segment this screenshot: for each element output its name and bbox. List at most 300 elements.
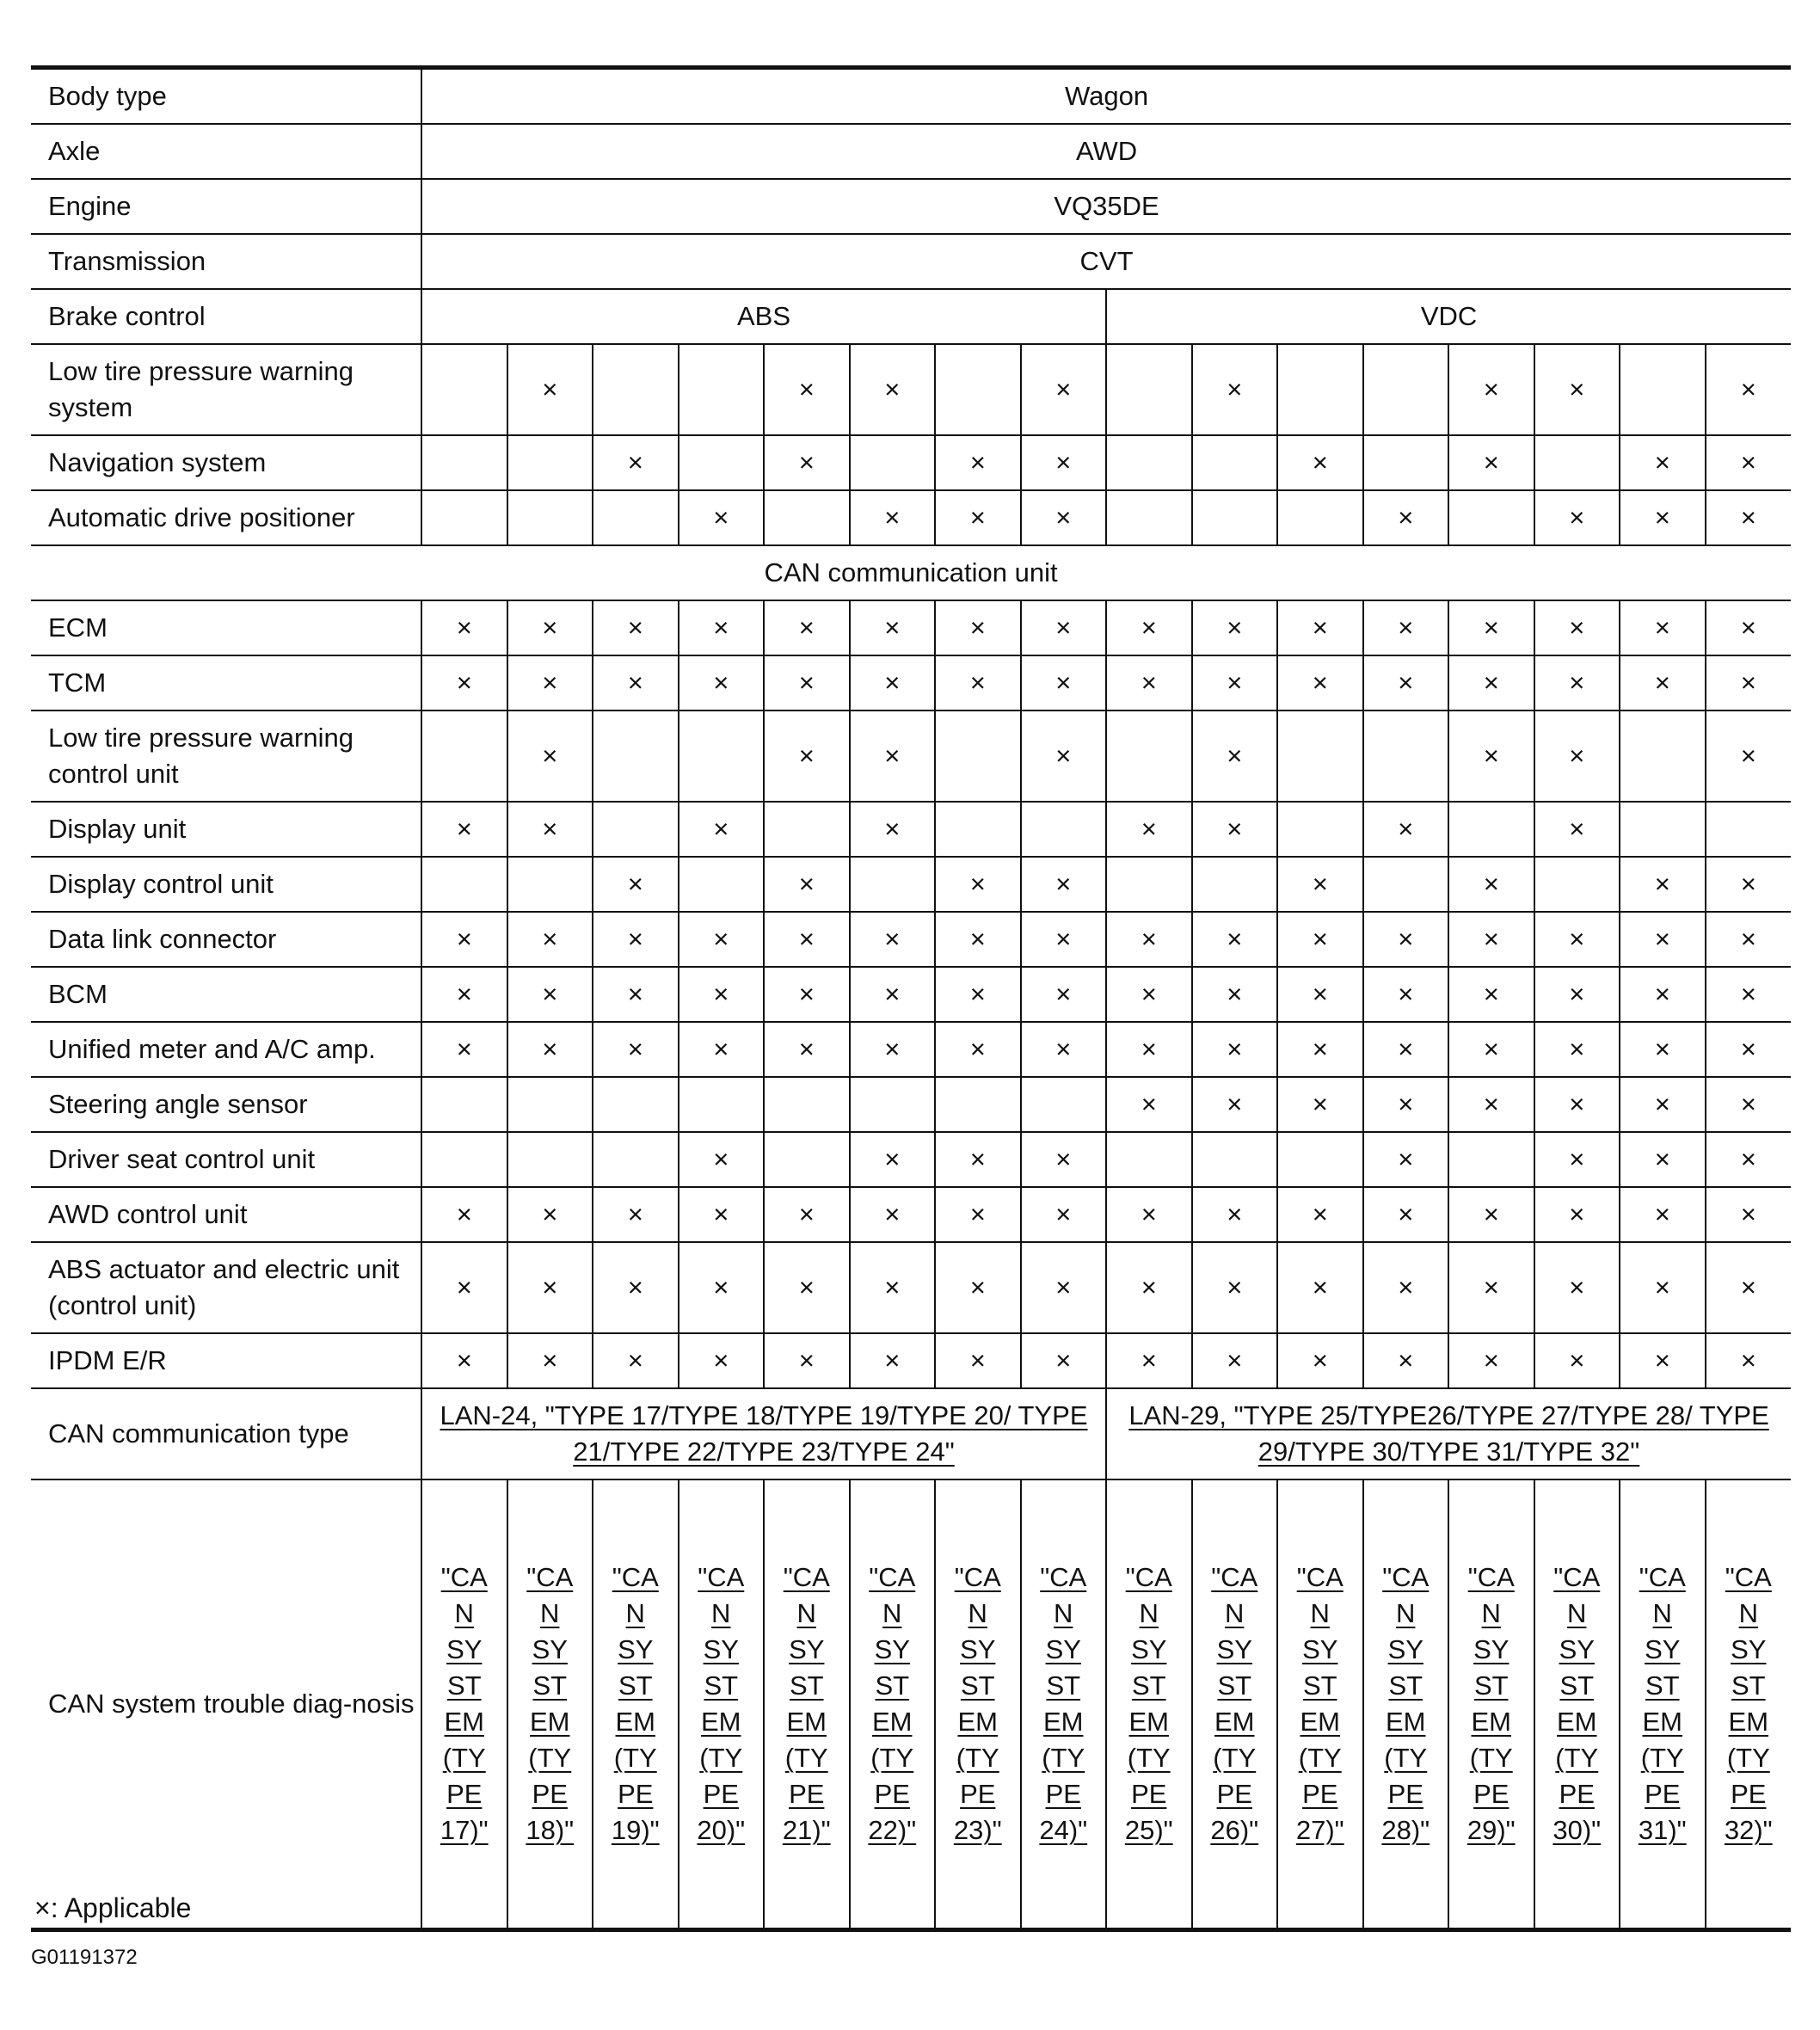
empty-cell xyxy=(1277,1132,1363,1187)
empty-cell xyxy=(935,802,1021,857)
can-system-type-26-link[interactable]: "CA N SY ST EM (TY PE 26)" xyxy=(1210,1562,1259,1845)
row-value: VQ35DE xyxy=(421,179,1791,234)
empty-cell xyxy=(507,1132,593,1187)
applicable-mark: × xyxy=(1534,710,1620,802)
applicable-mark: × xyxy=(1277,1077,1363,1132)
applicable-mark: × xyxy=(764,857,850,912)
applicable-mark: × xyxy=(1448,912,1534,967)
can-system-type-23-link[interactable]: "CA N SY ST EM (TY PE 23)" xyxy=(953,1562,1002,1845)
applicable-mark: × xyxy=(1363,912,1449,967)
table-row xyxy=(31,124,1791,179)
diagnosis-cell xyxy=(1277,1479,1363,1930)
applicable-mark: × xyxy=(1534,1022,1620,1077)
applicable-mark: × xyxy=(421,655,507,710)
empty-cell xyxy=(593,802,679,857)
row-label: Steering angle sensor xyxy=(31,1077,421,1132)
applicable-mark: × xyxy=(1448,1187,1534,1242)
empty-cell xyxy=(421,1132,507,1187)
row-label: Brake control xyxy=(31,289,421,344)
applicable-mark: × xyxy=(1106,912,1192,967)
applicable-mark: × xyxy=(1192,967,1278,1022)
empty-cell xyxy=(1620,344,1706,435)
diagnosis-cell xyxy=(507,1479,593,1930)
table-row xyxy=(31,1479,1791,1930)
applicable-mark: × xyxy=(593,655,679,710)
table-row xyxy=(31,545,1791,600)
row-label: Engine xyxy=(31,179,421,234)
empty-cell xyxy=(679,710,765,802)
applicable-mark: × xyxy=(1706,655,1792,710)
applicable-mark: × xyxy=(1192,802,1278,857)
applicable-mark: × xyxy=(1021,710,1107,802)
diagnosis-cell xyxy=(1021,1479,1107,1930)
applicable-mark: × xyxy=(1192,1077,1278,1132)
empty-cell xyxy=(679,435,765,490)
applicable-mark: × xyxy=(593,1022,679,1077)
applicable-mark: × xyxy=(1448,655,1534,710)
applicable-mark: × xyxy=(1021,435,1107,490)
applicable-mark: × xyxy=(764,1187,850,1242)
applicable-mark: × xyxy=(1363,490,1449,545)
applicable-mark: × xyxy=(1192,912,1278,967)
applicable-mark: × xyxy=(679,1022,765,1077)
diagnosis-cell xyxy=(1106,1479,1192,1930)
can-system-type-22-link[interactable]: "CA N SY ST EM (TY PE 22)" xyxy=(868,1562,917,1845)
applicable-mark: × xyxy=(850,1132,936,1187)
applicable-mark: × xyxy=(764,1022,850,1077)
empty-cell xyxy=(1106,435,1192,490)
table-row xyxy=(31,344,1791,435)
applicable-mark: × xyxy=(764,912,850,967)
can-system-type-18-link[interactable]: "CA N SY ST EM (TY PE 18)" xyxy=(526,1562,575,1845)
abs-type-cell xyxy=(421,1388,1106,1479)
diagnosis-cell xyxy=(1620,1479,1706,1930)
applicable-mark: × xyxy=(1363,1022,1449,1077)
applicable-mark: × xyxy=(935,1333,1021,1388)
applicable-mark: × xyxy=(1277,1187,1363,1242)
applicable-mark: × xyxy=(507,655,593,710)
applicable-mark: × xyxy=(1021,967,1107,1022)
applicable-mark: × xyxy=(679,967,765,1022)
applicable-mark: × xyxy=(1277,435,1363,490)
can-system-type-17-link[interactable]: "CA N SY ST EM (TY PE 17)" xyxy=(440,1562,489,1845)
empty-cell xyxy=(593,1077,679,1132)
applicable-mark: × xyxy=(1706,435,1792,490)
table-row xyxy=(31,289,1791,344)
applicable-mark: × xyxy=(1277,1242,1363,1333)
empty-cell xyxy=(593,1132,679,1187)
applicable-mark: × xyxy=(507,912,593,967)
applicable-mark: × xyxy=(1021,344,1107,435)
empty-cell xyxy=(421,1077,507,1132)
applicable-mark: × xyxy=(593,435,679,490)
applicable-mark: × xyxy=(1706,912,1792,967)
table-row xyxy=(31,1333,1791,1388)
applicable-mark: × xyxy=(1448,344,1534,435)
empty-cell xyxy=(1106,1132,1192,1187)
applicable-mark: × xyxy=(1363,967,1449,1022)
applicable-mark: × xyxy=(679,912,765,967)
brake-abs-header: ABS xyxy=(421,289,1106,344)
applicable-mark: × xyxy=(1620,655,1706,710)
applicable-mark: × xyxy=(1021,857,1107,912)
applicable-mark: × xyxy=(1534,655,1620,710)
can-system-type-27-link[interactable]: "CA N SY ST EM (TY PE 27)" xyxy=(1295,1562,1344,1845)
applicable-mark: × xyxy=(1106,967,1192,1022)
applicable-mark: × xyxy=(679,1242,765,1333)
empty-cell xyxy=(1534,857,1620,912)
applicable-mark: × xyxy=(1534,1077,1620,1132)
applicable-mark: × xyxy=(764,967,850,1022)
applicable-mark: × xyxy=(421,802,507,857)
lan-24-link[interactable]: LAN-24, "TYPE 17/TYPE 18/TYPE 19/TYPE 20/ TYPE 21/TYPE 22/TYPE 23/TYPE 24" xyxy=(440,1400,1088,1467)
applicable-mark: × xyxy=(1706,1242,1792,1333)
applicable-mark: × xyxy=(421,1187,507,1242)
applicable-mark: × xyxy=(1448,967,1534,1022)
applicable-mark: × xyxy=(764,655,850,710)
applicable-mark: × xyxy=(1277,857,1363,912)
empty-cell xyxy=(1192,435,1278,490)
row-label: Unified meter and A/C amp. xyxy=(31,1022,421,1077)
can-communication-table xyxy=(31,65,1791,1932)
applicable-mark: × xyxy=(679,600,765,655)
applicable-mark: × xyxy=(1192,600,1278,655)
diagnosis-cell xyxy=(935,1479,1021,1930)
applicable-mark: × xyxy=(1620,912,1706,967)
applicable-mark: × xyxy=(1021,1187,1107,1242)
empty-cell xyxy=(1363,710,1449,802)
applicable-mark: × xyxy=(421,912,507,967)
empty-cell xyxy=(1448,490,1534,545)
can-system-type-20-link[interactable]: "CA N SY ST EM (TY PE 20)" xyxy=(697,1562,746,1845)
applicable-mark: × xyxy=(1021,600,1107,655)
applicable-mark: × xyxy=(1021,912,1107,967)
applicable-mark: × xyxy=(1192,655,1278,710)
can-system-type-28-link[interactable]: "CA N SY ST EM (TY PE 28)" xyxy=(1381,1562,1430,1845)
applicable-mark: × xyxy=(1620,1132,1706,1187)
applicable-mark: × xyxy=(935,1022,1021,1077)
row-label: TCM xyxy=(31,655,421,710)
empty-cell xyxy=(1277,802,1363,857)
empty-cell xyxy=(421,857,507,912)
row-label: Data link connector xyxy=(31,912,421,967)
applicable-mark: × xyxy=(1448,857,1534,912)
can-system-type-24-link[interactable]: "CA N SY ST EM (TY PE 24)" xyxy=(1039,1562,1088,1845)
applicable-mark: × xyxy=(1706,967,1792,1022)
empty-cell xyxy=(1021,802,1107,857)
applicable-mark: × xyxy=(850,344,936,435)
applicable-mark: × xyxy=(764,1333,850,1388)
empty-cell xyxy=(593,344,679,435)
diagnosis-cell xyxy=(1706,1479,1792,1930)
applicable-mark: × xyxy=(935,1242,1021,1333)
applicable-mark: × xyxy=(850,655,936,710)
applicable-mark: × xyxy=(1277,655,1363,710)
applicable-mark: × xyxy=(507,967,593,1022)
applicable-mark: × xyxy=(1448,600,1534,655)
applicable-mark: × xyxy=(421,1242,507,1333)
applicable-mark: × xyxy=(593,967,679,1022)
row-label: Navigation system xyxy=(31,435,421,490)
empty-cell xyxy=(507,435,593,490)
row-value: CVT xyxy=(421,234,1791,289)
applicable-mark: × xyxy=(1363,1077,1449,1132)
empty-cell xyxy=(1448,802,1534,857)
applicable-mark: × xyxy=(1706,344,1792,435)
applicable-mark: × xyxy=(1277,967,1363,1022)
applicable-mark: × xyxy=(1534,912,1620,967)
row-value: AWD xyxy=(421,124,1791,179)
applicable-mark: × xyxy=(1021,1132,1107,1187)
applicable-mark: × xyxy=(935,912,1021,967)
empty-cell xyxy=(850,1077,936,1132)
applicable-mark: × xyxy=(507,1022,593,1077)
empty-cell xyxy=(1706,802,1792,857)
table-row xyxy=(31,912,1791,967)
vdc-type-cell xyxy=(1106,1388,1791,1479)
table-row xyxy=(31,490,1791,545)
applicable-mark: × xyxy=(593,1333,679,1388)
diagnosis-cell xyxy=(850,1479,936,1930)
applicable-mark: × xyxy=(1192,1022,1278,1077)
can-system-type-32-link[interactable]: "CA N SY ST EM (TY PE 32)" xyxy=(1724,1562,1773,1845)
applicable-mark: × xyxy=(1534,802,1620,857)
empty-cell xyxy=(1277,710,1363,802)
lan-29-link[interactable]: LAN-29, "TYPE 25/TYPE26/TYPE 27/TYPE 28/ TYPE 29/TYPE 30/TYPE 31/TYPE 32" xyxy=(1128,1400,1769,1467)
empty-cell xyxy=(593,710,679,802)
applicable-mark: × xyxy=(764,710,850,802)
applicable-mark: × xyxy=(1021,490,1107,545)
empty-cell xyxy=(850,857,936,912)
empty-cell xyxy=(679,857,765,912)
can-system-type-21-link[interactable]: "CA N SY ST EM (TY PE 21)" xyxy=(782,1562,831,1845)
applicable-mark: × xyxy=(764,600,850,655)
diagnosis-cell xyxy=(679,1479,765,1930)
applicable-mark: × xyxy=(1277,912,1363,967)
applicable-mark: × xyxy=(1106,655,1192,710)
applicable-mark: × xyxy=(1534,1187,1620,1242)
can-system-type-25-link[interactable]: "CA N SY ST EM (TY PE 25)" xyxy=(1124,1562,1173,1845)
empty-cell xyxy=(507,857,593,912)
empty-cell xyxy=(1620,802,1706,857)
applicable-mark: × xyxy=(1106,1242,1192,1333)
empty-cell xyxy=(1363,857,1449,912)
applicable-mark: × xyxy=(764,435,850,490)
empty-cell xyxy=(1363,344,1449,435)
row-label: Display control unit xyxy=(31,857,421,912)
applicable-mark: × xyxy=(1620,1187,1706,1242)
applicable-mark: × xyxy=(850,710,936,802)
applicable-mark: × xyxy=(850,490,936,545)
applicable-mark: × xyxy=(1192,344,1278,435)
empty-cell xyxy=(1448,1132,1534,1187)
applicable-mark: × xyxy=(850,912,936,967)
applicable-mark: × xyxy=(593,857,679,912)
table-row xyxy=(31,1388,1791,1479)
diagnosis-cell xyxy=(1192,1479,1278,1930)
row-value: Wagon xyxy=(421,68,1791,125)
applicable-mark: × xyxy=(1448,1333,1534,1388)
applicable-mark: × xyxy=(850,600,936,655)
applicable-mark: × xyxy=(935,655,1021,710)
applicable-mark: × xyxy=(1706,1132,1792,1187)
row-label: Display unit xyxy=(31,802,421,857)
table-row xyxy=(31,710,1791,802)
applicable-mark: × xyxy=(1620,600,1706,655)
applicable-mark: × xyxy=(850,967,936,1022)
applicable-mark: × xyxy=(1021,655,1107,710)
can-system-type-19-link[interactable]: "CA N SY ST EM (TY PE 19)" xyxy=(611,1562,660,1845)
row-label: Automatic drive positioner xyxy=(31,490,421,545)
applicable-mark: × xyxy=(1021,1333,1107,1388)
diagnosis-cell xyxy=(421,1479,507,1930)
applicable-mark: × xyxy=(593,600,679,655)
applicable-mark: × xyxy=(1448,1242,1534,1333)
can-system-type-30-link[interactable]: "CA N SY ST EM (TY PE 30)" xyxy=(1553,1562,1602,1845)
applicable-mark: × xyxy=(764,1242,850,1333)
applicable-mark: × xyxy=(421,1022,507,1077)
row-label: Low tire pressure warning system xyxy=(31,344,421,435)
empty-cell xyxy=(421,435,507,490)
figure-id: G01191372 xyxy=(31,1946,138,1969)
can-system-type-29-link[interactable]: "CA N SY ST EM (TY PE 29)" xyxy=(1466,1562,1516,1845)
empty-cell xyxy=(1277,344,1363,435)
empty-cell xyxy=(935,344,1021,435)
legend: ×: Applicable xyxy=(34,1892,192,1923)
table-row xyxy=(31,967,1791,1022)
empty-cell xyxy=(1363,435,1449,490)
row-label: Transmission xyxy=(31,234,421,289)
empty-cell xyxy=(421,710,507,802)
empty-cell xyxy=(1192,857,1278,912)
table-row xyxy=(31,1132,1791,1187)
table-row xyxy=(31,1187,1791,1242)
applicable-mark: × xyxy=(421,967,507,1022)
applicable-mark: × xyxy=(1363,1333,1449,1388)
empty-cell xyxy=(507,490,593,545)
empty-cell xyxy=(507,1077,593,1132)
empty-cell xyxy=(1106,710,1192,802)
applicable-mark: × xyxy=(1620,1333,1706,1388)
empty-cell xyxy=(679,344,765,435)
applicable-mark: × xyxy=(1706,600,1792,655)
applicable-mark: × xyxy=(935,435,1021,490)
table-row xyxy=(31,68,1791,125)
applicable-mark: × xyxy=(850,802,936,857)
applicable-mark: × xyxy=(507,1187,593,1242)
empty-cell xyxy=(421,344,507,435)
table-row xyxy=(31,435,1791,490)
empty-cell xyxy=(764,802,850,857)
applicable-mark: × xyxy=(1363,1132,1449,1187)
applicable-mark: × xyxy=(1363,655,1449,710)
row-label: CAN communication type xyxy=(31,1388,421,1479)
applicable-mark: × xyxy=(1620,490,1706,545)
applicable-mark: × xyxy=(507,1242,593,1333)
applicable-mark: × xyxy=(935,1132,1021,1187)
applicable-mark: × xyxy=(935,857,1021,912)
empty-cell xyxy=(1106,344,1192,435)
applicable-mark: × xyxy=(935,600,1021,655)
can-system-type-31-link[interactable]: "CA N SY ST EM (TY PE 31)" xyxy=(1638,1562,1687,1845)
applicable-mark: × xyxy=(1706,857,1792,912)
empty-cell xyxy=(1534,435,1620,490)
empty-cell xyxy=(935,710,1021,802)
section-heading: CAN communication unit xyxy=(31,545,1791,600)
empty-cell xyxy=(764,1132,850,1187)
applicable-mark: × xyxy=(679,1187,765,1242)
diagnosis-cell xyxy=(1363,1479,1449,1930)
empty-cell xyxy=(1277,490,1363,545)
applicable-mark: × xyxy=(850,1333,936,1388)
applicable-mark: × xyxy=(1106,1077,1192,1132)
applicable-mark: × xyxy=(679,1333,765,1388)
row-label: ECM xyxy=(31,600,421,655)
brake-vdc-header: VDC xyxy=(1106,289,1791,344)
applicable-mark: × xyxy=(764,344,850,435)
applicable-mark: × xyxy=(1534,600,1620,655)
applicable-mark: × xyxy=(1448,1022,1534,1077)
applicable-mark: × xyxy=(507,802,593,857)
applicable-mark: × xyxy=(1620,435,1706,490)
row-label: Axle xyxy=(31,124,421,179)
applicable-mark: × xyxy=(1706,710,1792,802)
applicable-mark: × xyxy=(850,1187,936,1242)
applicable-mark: × xyxy=(1277,1333,1363,1388)
applicable-mark: × xyxy=(1363,1242,1449,1333)
table-row xyxy=(31,1022,1791,1077)
applicable-mark: × xyxy=(1534,1242,1620,1333)
table-row xyxy=(31,802,1791,857)
table-row xyxy=(31,234,1791,289)
applicable-mark: × xyxy=(593,912,679,967)
row-label: Body type xyxy=(31,68,421,125)
diagnosis-cell xyxy=(1534,1479,1620,1930)
table-row xyxy=(31,1242,1791,1333)
applicable-mark: × xyxy=(850,1022,936,1077)
applicable-mark: × xyxy=(421,600,507,655)
table-row xyxy=(31,600,1791,655)
applicable-mark: × xyxy=(421,1333,507,1388)
empty-cell xyxy=(1106,857,1192,912)
applicable-mark: × xyxy=(1363,600,1449,655)
applicable-mark: × xyxy=(1706,1333,1792,1388)
applicable-mark: × xyxy=(935,1187,1021,1242)
empty-cell xyxy=(935,1077,1021,1132)
applicable-mark: × xyxy=(1620,857,1706,912)
spec-sheet xyxy=(31,65,1791,1932)
diagnosis-cell xyxy=(593,1479,679,1930)
applicable-mark: × xyxy=(679,490,765,545)
applicable-mark: × xyxy=(1620,1242,1706,1333)
empty-cell xyxy=(421,490,507,545)
applicable-mark: × xyxy=(507,344,593,435)
applicable-mark: × xyxy=(1706,1187,1792,1242)
applicable-mark: × xyxy=(1106,1022,1192,1077)
applicable-mark: × xyxy=(1448,1077,1534,1132)
empty-cell xyxy=(764,490,850,545)
empty-cell xyxy=(1021,1077,1107,1132)
applicable-mark: × xyxy=(1021,1022,1107,1077)
applicable-mark: × xyxy=(507,600,593,655)
applicable-mark: × xyxy=(1620,1022,1706,1077)
applicable-mark: × xyxy=(593,1187,679,1242)
applicable-mark: × xyxy=(1620,1077,1706,1132)
empty-cell xyxy=(1106,490,1192,545)
row-label: IPDM E/R xyxy=(31,1333,421,1388)
empty-cell xyxy=(1192,490,1278,545)
empty-cell xyxy=(1620,710,1706,802)
